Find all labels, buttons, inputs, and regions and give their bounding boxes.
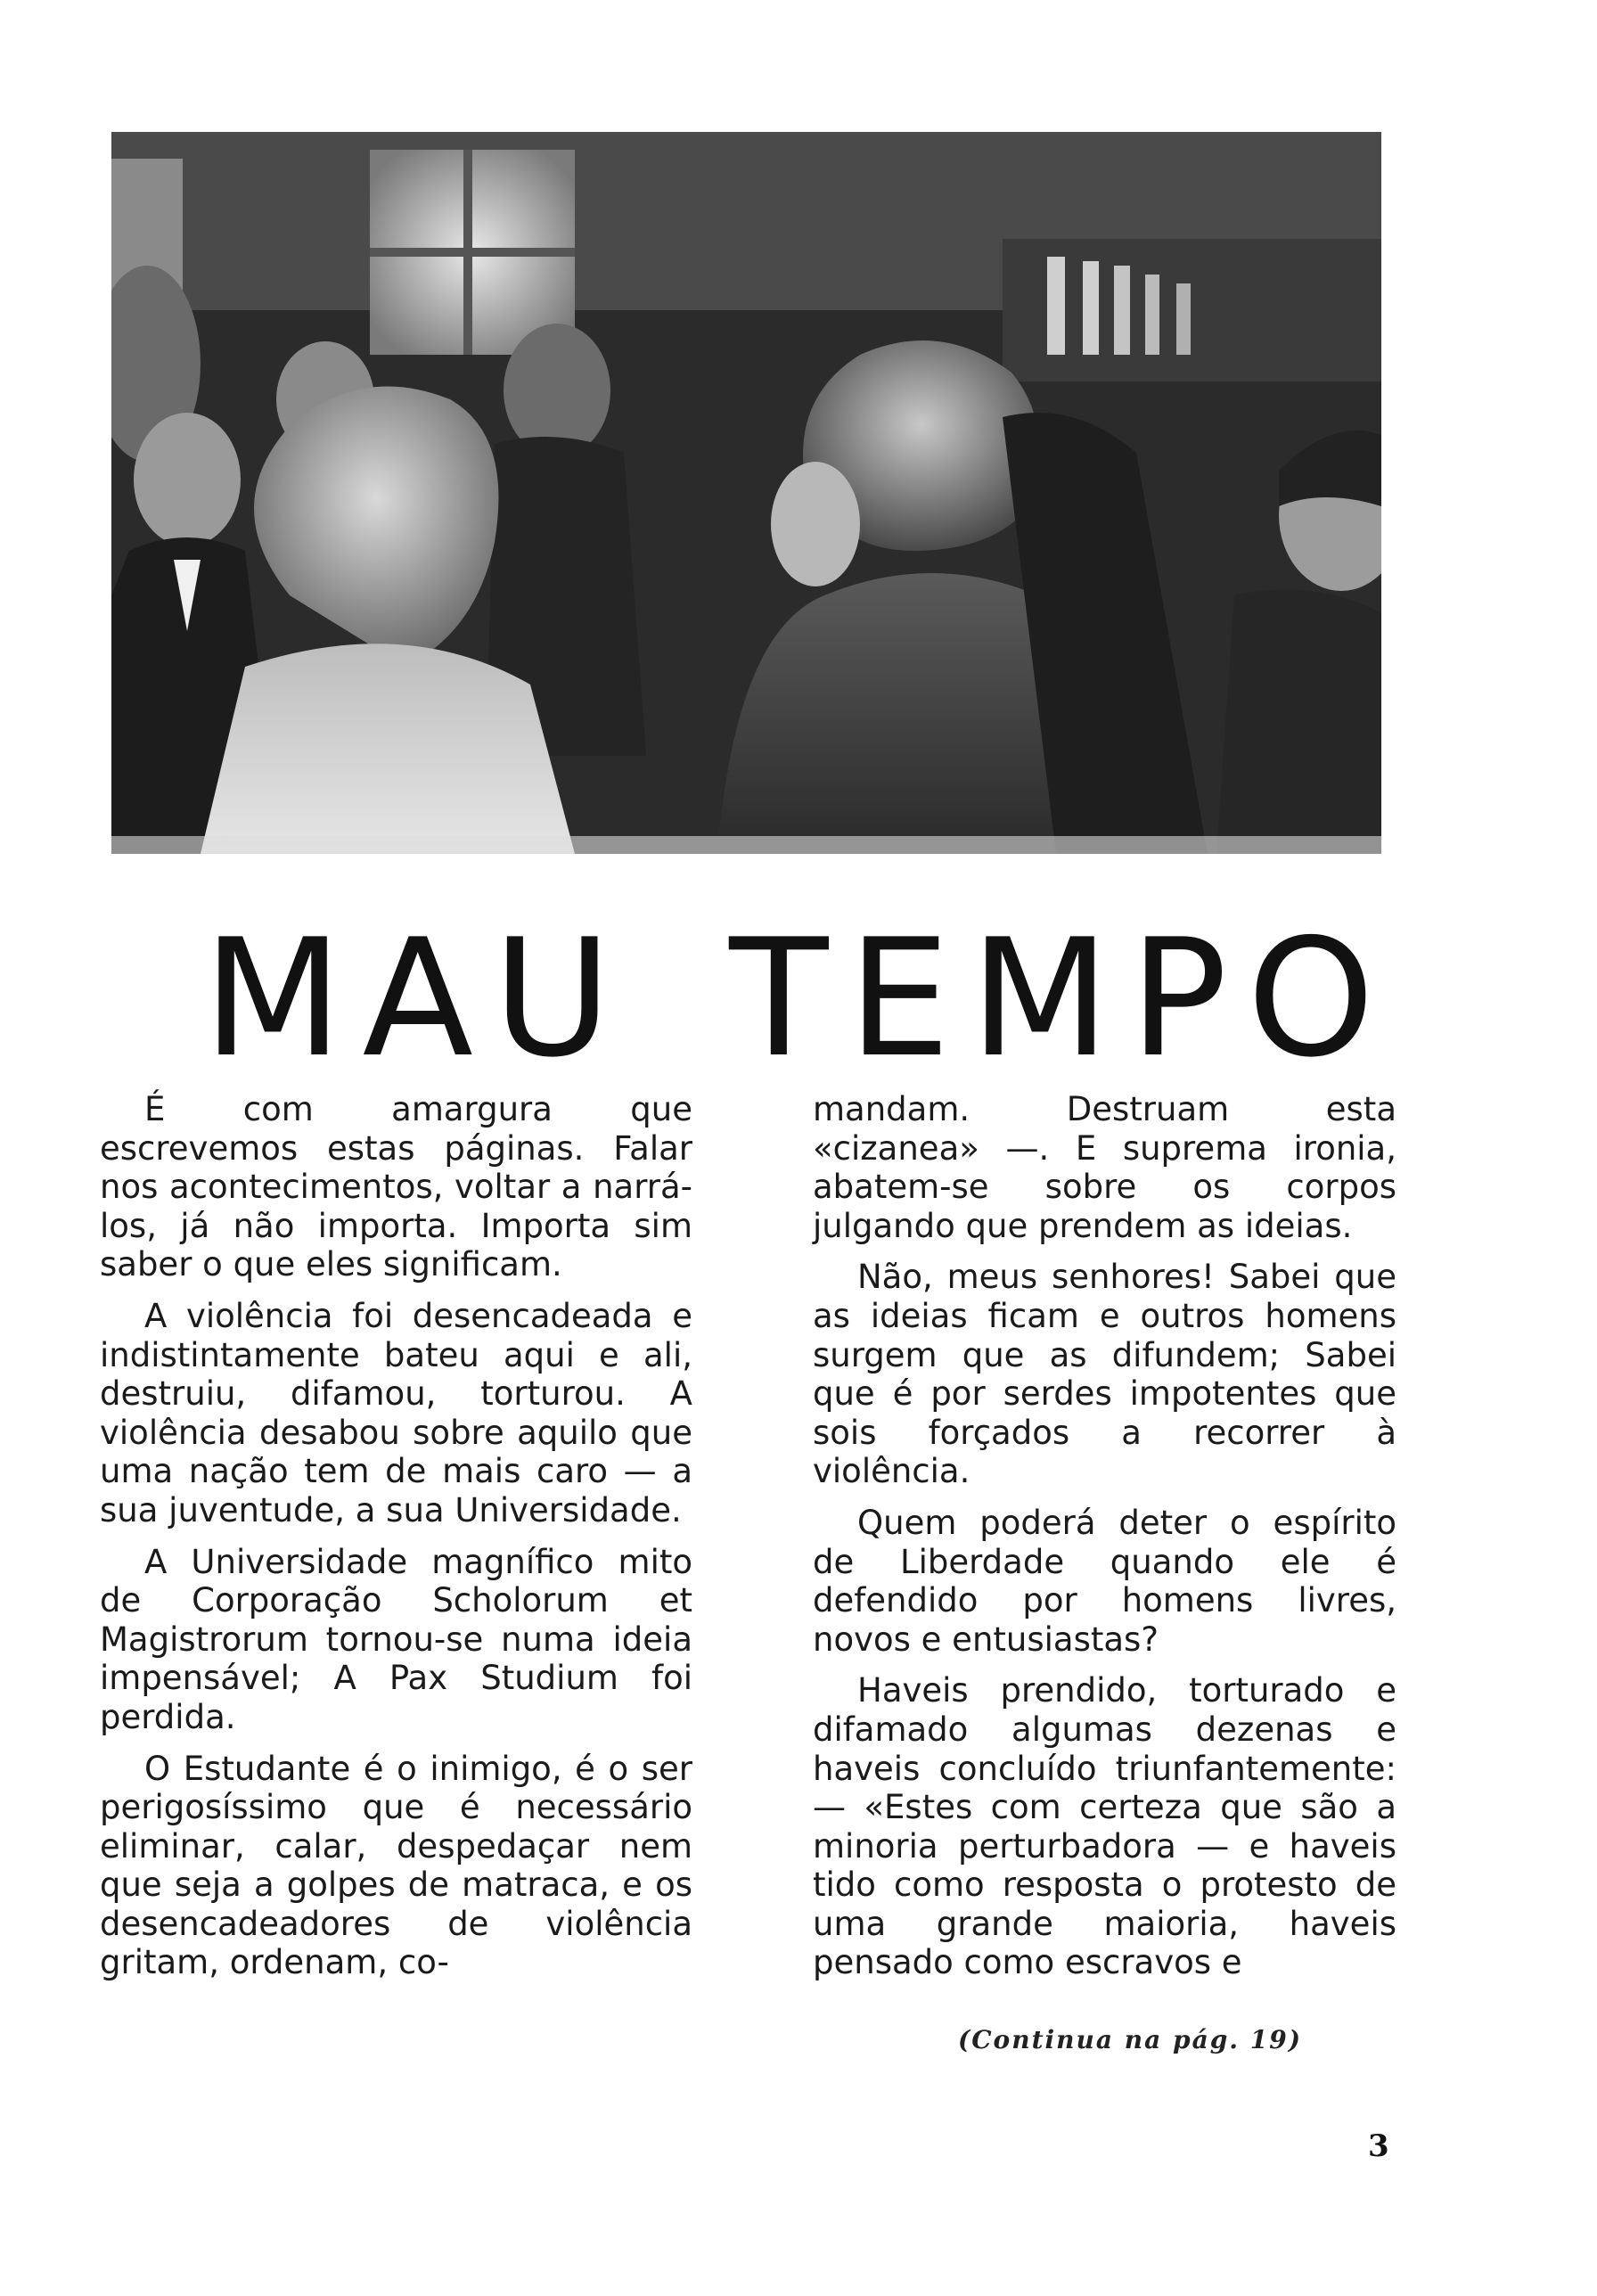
page-number: 3: [1368, 2128, 1389, 2164]
crowd-photo-icon: [111, 132, 1381, 854]
paragraph: É com amargura que escrevemos estas páginas. Falar nos acontecimentos, voltar a narrá-los, já não importa. Importa sim saber o que eles significam.: [100, 1090, 692, 1284]
title-word-1: MAU: [202, 904, 632, 1093]
right-column: [813, 1090, 1396, 1995]
article-title: [0, 896, 1597, 1101]
title-word-2: TEMPO: [729, 904, 1395, 1093]
paragraph: A Universidade magnífico mito de Corporação Scholorum et Magistrorum tornou-se numa ideia impensável; A Pax Studium foi perdida.: [100, 1542, 692, 1736]
paragraph: O Estudante é o inimigo, é o ser perigosíssimo que é necessário eliminar, calar, despedaçar nem que seja a golpes de matraca, e os desencadeadores de violência gritam, ordenam, co-: [100, 1749, 692, 1982]
paragraph: Não, meus senhores! Sabei que as ideias ficam e outros homens surgem que as difundem; Sabei que é por serdes impotentes que sois forçados a recorrer à violência.: [813, 1258, 1396, 1491]
article-photo: [111, 132, 1381, 854]
paragraph: Quem poderá deter o espírito de Liberdade quando ele é defendido por homens livres, novos e entusiastas?: [813, 1503, 1396, 1659]
paragraph: A violência foi desencadeada e indistintamente bateu aqui e ali, destruiu, difamou, torturou. A violência desabou sobre aquilo que uma nação tem de mais caro — a sua juventude, a sua Universidade.: [100, 1296, 692, 1529]
left-column: [100, 1090, 692, 1995]
paragraph: Haveis prendido, torturado e difamado algumas dezenas e haveis concluído triunfantemente: — «Estes com certeza que são a minoria perturbadora — e haveis tido como resposta o protesto de uma grande maioria, haveis pensado como escravos e: [813, 1671, 1396, 1982]
continued-note: (Continua na pág. 19): [958, 2025, 1302, 2054]
paragraph: mandam. Destruam esta «cizanea» —. E suprema ironia, abatem-se sobre os corpos julgando que prendem as ideias.: [813, 1090, 1396, 1245]
